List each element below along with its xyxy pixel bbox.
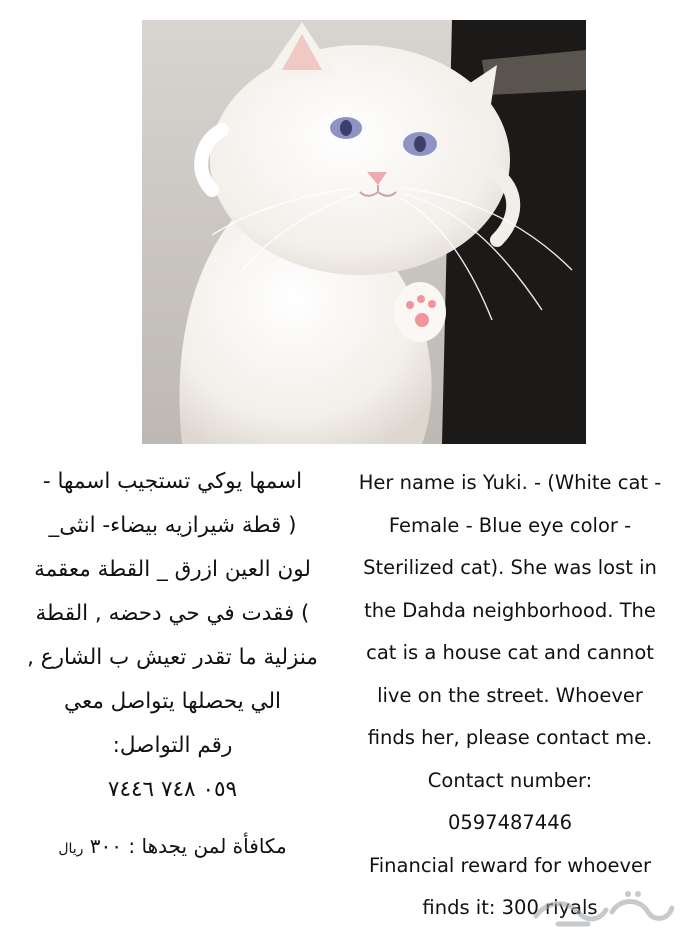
arabic-reward xyxy=(0,824,345,871)
arabic-contact-number: ٠٥٩ ٧٤٨ ٧٤٤٦ xyxy=(107,777,238,802)
english-contact-label: Contact number: xyxy=(427,768,593,792)
english-line: the Dahda neighborhood. The xyxy=(364,598,656,622)
arabic-line: اسمها يوكي تستجيب اسمها - xyxy=(42,469,303,494)
arabic-contact-label: رقم التواصل: xyxy=(112,733,233,758)
english-description xyxy=(348,462,672,930)
arabic-line: الي يحصلها يتواصل معي xyxy=(64,689,281,714)
cat-illustration xyxy=(142,20,586,444)
english-reward-line: Financial reward for whoever xyxy=(368,853,652,877)
english-line: cat is a house cat and cannot xyxy=(366,641,654,664)
english-contact-number: 0597487446 xyxy=(447,811,573,834)
english-line: Sterilized cat). She was lost in xyxy=(363,556,657,579)
english-line: Female - Blue eye color - xyxy=(388,513,632,537)
english-line: Her name is Yuki. - (White cat - xyxy=(358,471,662,494)
arabic-line: ) فقدت في حي دحضه , القطة xyxy=(35,601,310,626)
arabic-description xyxy=(0,460,345,900)
arabic-line: ( قطة شيرازيه بيضاء- انثى_ xyxy=(48,513,297,538)
english-reward-amount: finds it: 300 riyals xyxy=(422,896,598,919)
haraj-logo-icon xyxy=(528,886,678,930)
english-line: live on the street. Whoever xyxy=(377,683,643,707)
arabic-line: لون العين ازرق _ القطة معقمة xyxy=(34,557,311,582)
cat-photo xyxy=(142,20,586,444)
arabic-reward-text: مكافأة لمن يجدها : ٣٠٠ xyxy=(89,834,287,858)
arabic-reward-currency: ريال xyxy=(58,841,84,857)
arabic-line: منزلية ما تقدر تعيش ب الشارع , xyxy=(27,645,318,670)
english-line: finds her, please contact me. xyxy=(367,726,653,749)
